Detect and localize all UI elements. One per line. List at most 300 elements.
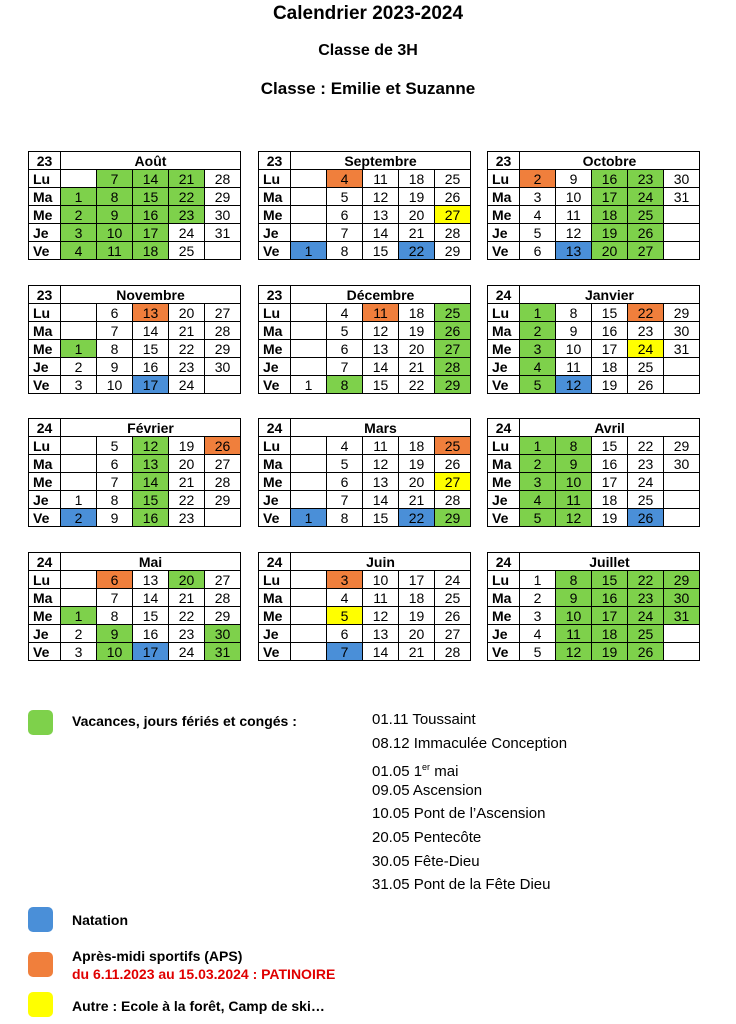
weekday-label: Lu <box>259 437 291 455</box>
month-calendar <box>487 552 700 661</box>
date-cell: 15 <box>363 376 399 394</box>
date-cell: 1 <box>520 571 556 589</box>
date-cell: 18 <box>399 170 435 188</box>
date-cell: 18 <box>399 589 435 607</box>
date-cell: 3 <box>61 224 97 242</box>
date-cell <box>291 224 327 242</box>
date-cell: 1 <box>291 242 327 260</box>
date-cell: 29 <box>205 188 241 206</box>
date-cell: 6 <box>97 571 133 589</box>
date-cell: 4 <box>327 304 363 322</box>
weekday-label: Me <box>29 607 61 625</box>
holiday-item: 30.05 Fête-Dieu <box>372 852 480 870</box>
date-cell: 14 <box>363 491 399 509</box>
month-name: Janvier <box>520 286 700 304</box>
date-cell: 26 <box>435 455 471 473</box>
date-cell: 21 <box>169 170 205 188</box>
date-cell: 1 <box>61 188 97 206</box>
date-cell <box>291 571 327 589</box>
weekday-label: Ve <box>259 643 291 661</box>
date-cell: 20 <box>592 242 628 260</box>
date-cell: 11 <box>556 491 592 509</box>
date-cell: 6 <box>327 206 363 224</box>
weekday-label: Me <box>488 206 520 224</box>
date-cell <box>664 491 700 509</box>
date-cell: 14 <box>133 589 169 607</box>
date-cell: 9 <box>556 170 592 188</box>
date-cell: 27 <box>435 206 471 224</box>
month-year: 24 <box>488 286 520 304</box>
date-cell: 30 <box>664 322 700 340</box>
legend-swatch-orange <box>28 952 53 977</box>
weekday-label: Ma <box>29 322 61 340</box>
weekday-label: Me <box>29 473 61 491</box>
date-cell: 30 <box>205 358 241 376</box>
weekday-label: Je <box>259 358 291 376</box>
date-cell: 21 <box>169 589 205 607</box>
date-cell: 7 <box>97 322 133 340</box>
date-cell: 22 <box>399 242 435 260</box>
legend-swatch-green <box>28 710 53 735</box>
month-calendar <box>487 418 700 527</box>
date-cell: 19 <box>399 607 435 625</box>
date-cell <box>291 340 327 358</box>
date-cell: 24 <box>169 643 205 661</box>
date-cell <box>291 491 327 509</box>
date-cell: 27 <box>435 473 471 491</box>
date-cell: 29 <box>435 242 471 260</box>
date-cell: 1 <box>520 437 556 455</box>
date-cell: 16 <box>592 589 628 607</box>
holiday-list <box>372 710 567 899</box>
date-cell: 24 <box>169 376 205 394</box>
date-cell: 26 <box>435 188 471 206</box>
month-calendar <box>28 285 241 394</box>
month-name: Août <box>61 152 241 170</box>
month-name: Décembre <box>291 286 471 304</box>
weekday-label: Je <box>488 224 520 242</box>
class-line: Classe : Emilie et Suzanne <box>260 79 476 98</box>
weekday-label: Me <box>259 340 291 358</box>
date-cell: 10 <box>363 571 399 589</box>
date-cell: 28 <box>435 358 471 376</box>
date-cell: 22 <box>169 491 205 509</box>
date-cell: 20 <box>169 304 205 322</box>
date-cell <box>664 224 700 242</box>
page-subtitle: Classe de 3H <box>318 42 418 59</box>
month-year: 23 <box>29 286 61 304</box>
date-cell <box>291 455 327 473</box>
date-cell: 1 <box>61 340 97 358</box>
weekday-label: Je <box>488 625 520 643</box>
month-year: 23 <box>488 152 520 170</box>
month-calendar <box>487 151 700 260</box>
month-calendar <box>258 552 471 661</box>
date-cell: 19 <box>592 224 628 242</box>
weekday-label: Ve <box>488 643 520 661</box>
date-cell: 5 <box>327 455 363 473</box>
date-cell: 8 <box>327 242 363 260</box>
date-cell: 3 <box>520 188 556 206</box>
date-cell: 11 <box>556 625 592 643</box>
date-cell: 25 <box>435 437 471 455</box>
date-cell: 2 <box>520 455 556 473</box>
date-cell: 5 <box>520 509 556 527</box>
date-cell: 23 <box>628 170 664 188</box>
date-cell: 15 <box>363 242 399 260</box>
legend-swatch-yellow <box>28 992 53 1017</box>
weekday-label: Lu <box>488 170 520 188</box>
weekday-label: Ve <box>488 242 520 260</box>
date-cell: 13 <box>556 242 592 260</box>
month-year: 23 <box>259 286 291 304</box>
date-cell: 1 <box>61 491 97 509</box>
date-cell: 31 <box>664 607 700 625</box>
date-cell: 6 <box>97 304 133 322</box>
date-cell: 26 <box>205 437 241 455</box>
date-cell: 19 <box>399 322 435 340</box>
date-cell: 14 <box>363 358 399 376</box>
holiday-item: 20.05 Pentecôte <box>372 828 482 846</box>
date-cell: 26 <box>628 509 664 527</box>
date-cell <box>291 358 327 376</box>
date-cell: 25 <box>435 170 471 188</box>
month-name: Avril <box>520 419 700 437</box>
weekday-label: Lu <box>488 571 520 589</box>
date-cell: 17 <box>592 340 628 358</box>
month-name: Mai <box>61 553 241 571</box>
weekday-label: Me <box>488 607 520 625</box>
date-cell: 22 <box>399 509 435 527</box>
weekday-label: Lu <box>259 304 291 322</box>
weekday-label: Ma <box>488 589 520 607</box>
date-cell: 24 <box>628 473 664 491</box>
month-name: Octobre <box>520 152 700 170</box>
date-cell: 23 <box>169 625 205 643</box>
date-cell <box>664 643 700 661</box>
page-title: Calendrier 2023-2024 <box>272 3 464 24</box>
date-cell: 20 <box>399 625 435 643</box>
date-cell: 16 <box>592 455 628 473</box>
date-cell: 8 <box>556 304 592 322</box>
month-year: 23 <box>29 152 61 170</box>
date-cell: 2 <box>520 589 556 607</box>
date-cell: 15 <box>592 571 628 589</box>
date-cell: 6 <box>97 455 133 473</box>
date-cell: 13 <box>363 473 399 491</box>
date-cell <box>664 206 700 224</box>
date-cell: 16 <box>592 170 628 188</box>
date-cell: 3 <box>520 473 556 491</box>
date-cell: 9 <box>97 206 133 224</box>
date-cell <box>61 437 97 455</box>
date-cell: 18 <box>592 358 628 376</box>
month-year: 24 <box>488 419 520 437</box>
date-cell: 3 <box>520 607 556 625</box>
date-cell: 24 <box>435 571 471 589</box>
date-cell: 12 <box>556 509 592 527</box>
date-cell: 7 <box>97 589 133 607</box>
date-cell <box>61 322 97 340</box>
date-cell: 11 <box>556 206 592 224</box>
date-cell: 18 <box>592 491 628 509</box>
date-cell: 8 <box>327 509 363 527</box>
date-cell: 9 <box>556 322 592 340</box>
weekday-label: Ve <box>488 509 520 527</box>
date-cell: 26 <box>435 607 471 625</box>
month-calendar <box>258 151 471 260</box>
date-cell: 20 <box>169 455 205 473</box>
date-cell: 10 <box>556 473 592 491</box>
date-cell: 4 <box>520 491 556 509</box>
date-cell: 31 <box>664 340 700 358</box>
weekday-label: Ma <box>488 188 520 206</box>
date-cell: 13 <box>133 304 169 322</box>
date-cell <box>291 625 327 643</box>
month-calendar <box>28 552 241 661</box>
date-cell: 28 <box>435 491 471 509</box>
date-cell: 28 <box>205 170 241 188</box>
date-cell: 29 <box>664 304 700 322</box>
weekday-label: Ma <box>29 188 61 206</box>
date-cell: 17 <box>592 607 628 625</box>
date-cell: 28 <box>205 473 241 491</box>
date-cell: 18 <box>592 625 628 643</box>
weekday-label: Me <box>29 340 61 358</box>
weekday-label: Je <box>259 625 291 643</box>
weekday-label: Me <box>488 340 520 358</box>
month-year: 24 <box>259 419 291 437</box>
weekday-label: Je <box>259 224 291 242</box>
date-cell: 2 <box>61 358 97 376</box>
date-cell <box>61 170 97 188</box>
date-cell: 30 <box>205 206 241 224</box>
date-cell: 11 <box>363 437 399 455</box>
date-cell: 30 <box>205 625 241 643</box>
date-cell: 11 <box>363 170 399 188</box>
date-cell: 2 <box>520 322 556 340</box>
date-cell: 2 <box>61 206 97 224</box>
date-cell: 16 <box>133 509 169 527</box>
weekday-label: Me <box>259 607 291 625</box>
date-cell: 26 <box>628 224 664 242</box>
date-cell: 16 <box>133 358 169 376</box>
date-cell: 1 <box>291 376 327 394</box>
date-cell: 11 <box>363 304 399 322</box>
date-cell: 13 <box>363 625 399 643</box>
weekday-label: Lu <box>29 571 61 589</box>
weekday-label: Je <box>488 358 520 376</box>
date-cell: 29 <box>664 437 700 455</box>
date-cell: 16 <box>133 206 169 224</box>
month-calendar <box>487 285 700 394</box>
month-name: Septembre <box>291 152 471 170</box>
date-cell: 25 <box>435 589 471 607</box>
date-cell: 1 <box>291 509 327 527</box>
date-cell: 4 <box>61 242 97 260</box>
holiday-item: 10.05 Pont de l’Ascension <box>372 805 546 823</box>
date-cell: 20 <box>169 571 205 589</box>
date-cell: 1 <box>61 607 97 625</box>
date-cell: 12 <box>556 224 592 242</box>
date-cell: 19 <box>399 188 435 206</box>
weekday-label: Lu <box>29 304 61 322</box>
weekday-label: Lu <box>488 304 520 322</box>
date-cell: 17 <box>592 188 628 206</box>
month-year: 24 <box>29 419 61 437</box>
date-cell <box>664 358 700 376</box>
date-cell: 25 <box>628 206 664 224</box>
month-name: Février <box>61 419 241 437</box>
holiday-item: 08.12 Immaculée Conception <box>372 734 568 752</box>
date-cell: 26 <box>628 376 664 394</box>
date-cell: 20 <box>399 206 435 224</box>
weekday-label: Ve <box>29 242 61 260</box>
date-cell: 9 <box>97 625 133 643</box>
date-cell: 22 <box>628 571 664 589</box>
weekday-label: Ma <box>29 589 61 607</box>
date-cell: 29 <box>664 571 700 589</box>
weekday-label: Ma <box>259 322 291 340</box>
date-cell: 28 <box>205 322 241 340</box>
date-cell: 21 <box>169 473 205 491</box>
date-cell: 30 <box>664 589 700 607</box>
date-cell: 26 <box>628 643 664 661</box>
date-cell: 7 <box>97 170 133 188</box>
date-cell: 27 <box>628 242 664 260</box>
date-cell: 4 <box>327 589 363 607</box>
date-cell: 3 <box>61 643 97 661</box>
date-cell: 4 <box>327 437 363 455</box>
date-cell <box>61 304 97 322</box>
date-cell: 10 <box>556 607 592 625</box>
date-cell: 11 <box>556 358 592 376</box>
date-cell <box>291 188 327 206</box>
date-cell: 29 <box>435 509 471 527</box>
date-cell: 23 <box>628 322 664 340</box>
weekday-label: Je <box>259 491 291 509</box>
legend-aps-note: du 6.11.2023 au 15.03.2024 : PATINOIRE <box>72 966 336 982</box>
date-cell: 25 <box>628 491 664 509</box>
date-cell: 9 <box>556 589 592 607</box>
date-cell <box>205 376 241 394</box>
date-cell <box>664 625 700 643</box>
month-year: 24 <box>29 553 61 571</box>
date-cell: 5 <box>327 607 363 625</box>
date-cell: 12 <box>363 607 399 625</box>
weekday-label: Ma <box>488 322 520 340</box>
weekday-label: Je <box>29 224 61 242</box>
date-cell: 7 <box>327 358 363 376</box>
date-cell: 29 <box>205 340 241 358</box>
weekday-label: Lu <box>488 437 520 455</box>
date-cell <box>61 455 97 473</box>
date-cell: 18 <box>399 437 435 455</box>
date-cell <box>205 242 241 260</box>
legend-swatch-blue <box>28 907 53 932</box>
date-cell: 9 <box>97 509 133 527</box>
date-cell: 31 <box>205 643 241 661</box>
date-cell: 21 <box>399 224 435 242</box>
date-cell: 17 <box>133 224 169 242</box>
date-cell: 29 <box>435 376 471 394</box>
date-cell: 18 <box>592 206 628 224</box>
date-cell: 27 <box>435 625 471 643</box>
weekday-label: Ve <box>29 509 61 527</box>
date-cell: 5 <box>520 376 556 394</box>
date-cell: 12 <box>133 437 169 455</box>
date-cell: 6 <box>327 340 363 358</box>
date-cell: 31 <box>205 224 241 242</box>
date-cell: 8 <box>97 340 133 358</box>
date-cell: 10 <box>97 643 133 661</box>
date-cell: 24 <box>169 224 205 242</box>
date-cell: 5 <box>520 643 556 661</box>
date-cell: 14 <box>363 224 399 242</box>
date-cell <box>664 242 700 260</box>
date-cell <box>291 206 327 224</box>
date-cell: 15 <box>133 607 169 625</box>
weekday-label: Ve <box>488 376 520 394</box>
weekday-label: Ve <box>259 376 291 394</box>
date-cell <box>205 509 241 527</box>
date-cell: 8 <box>327 376 363 394</box>
date-cell: 9 <box>556 455 592 473</box>
date-cell: 8 <box>556 571 592 589</box>
date-cell: 16 <box>592 322 628 340</box>
holiday-item: 31.05 Pont de la Fête Dieu <box>372 876 551 894</box>
date-cell: 8 <box>97 607 133 625</box>
date-cell: 5 <box>97 437 133 455</box>
month-name: Juin <box>291 553 471 571</box>
date-cell: 12 <box>363 188 399 206</box>
date-cell: 22 <box>169 188 205 206</box>
date-cell <box>291 304 327 322</box>
date-cell: 21 <box>399 358 435 376</box>
date-cell <box>291 589 327 607</box>
date-cell: 25 <box>169 242 205 260</box>
date-cell: 30 <box>664 170 700 188</box>
date-cell: 27 <box>205 571 241 589</box>
weekday-label: Ve <box>29 376 61 394</box>
date-cell: 8 <box>556 437 592 455</box>
date-cell: 18 <box>399 304 435 322</box>
date-cell <box>61 473 97 491</box>
date-cell: 22 <box>399 376 435 394</box>
month-year: 23 <box>259 152 291 170</box>
date-cell: 21 <box>399 491 435 509</box>
date-cell: 12 <box>363 322 399 340</box>
date-cell: 5 <box>327 188 363 206</box>
date-cell: 23 <box>169 358 205 376</box>
date-cell: 4 <box>520 206 556 224</box>
date-cell: 12 <box>363 455 399 473</box>
date-cell <box>61 571 97 589</box>
date-cell: 17 <box>592 473 628 491</box>
date-cell: 24 <box>628 340 664 358</box>
weekday-label: Me <box>259 206 291 224</box>
weekday-label: Me <box>259 473 291 491</box>
date-cell: 19 <box>592 376 628 394</box>
legend-aps-label: Après-midi sportifs (APS) <box>72 948 243 964</box>
month-year: 24 <box>488 553 520 571</box>
date-cell: 25 <box>435 304 471 322</box>
weekday-label: Lu <box>29 170 61 188</box>
weekday-label: Ma <box>259 188 291 206</box>
month-calendar <box>28 418 241 527</box>
date-cell: 10 <box>556 188 592 206</box>
date-cell: 23 <box>169 206 205 224</box>
